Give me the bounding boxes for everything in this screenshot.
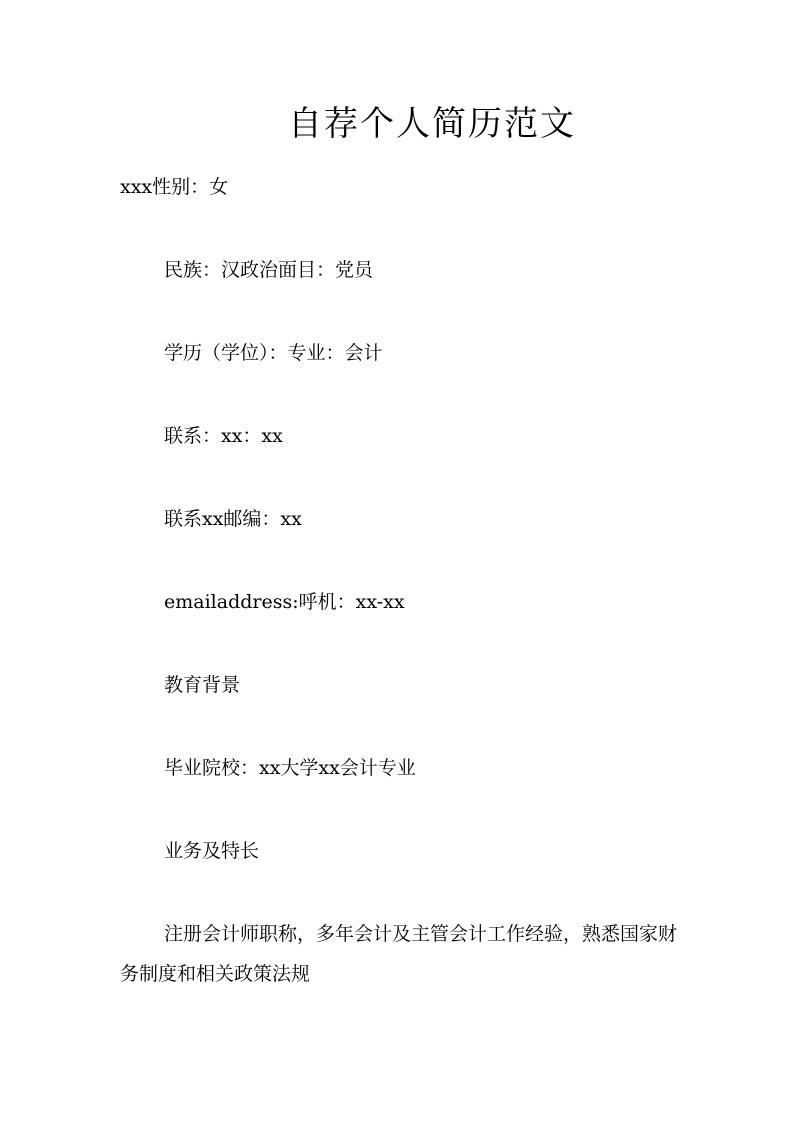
line-graduate-school: 毕业院校：xx大学xx会计专业 <box>164 757 416 779</box>
line-name-gender: xxx性别：女 <box>120 176 229 198</box>
section-heading-education: 教育背景 <box>164 674 241 696</box>
line-contact: 联系：xx：xx <box>164 425 283 447</box>
line-email-pager: emailaddress:呼机：xx-xx <box>164 591 405 613</box>
line-ethnicity-politics: 民族：汉政治面目：党员 <box>164 259 374 281</box>
line-education-major: 学历（学位）：专业：会计 <box>164 342 383 364</box>
line-contact-postcode: 联系xx邮编：xx <box>164 508 302 530</box>
skills-paragraph: 注册会计师职称，多年会计及主管会计工作经验，熟悉国家财务制度和相关政策法规 <box>120 923 678 985</box>
document-title: 自荐个人简历范文 <box>288 104 576 144</box>
section-heading-skills: 业务及特长 <box>164 840 260 862</box>
